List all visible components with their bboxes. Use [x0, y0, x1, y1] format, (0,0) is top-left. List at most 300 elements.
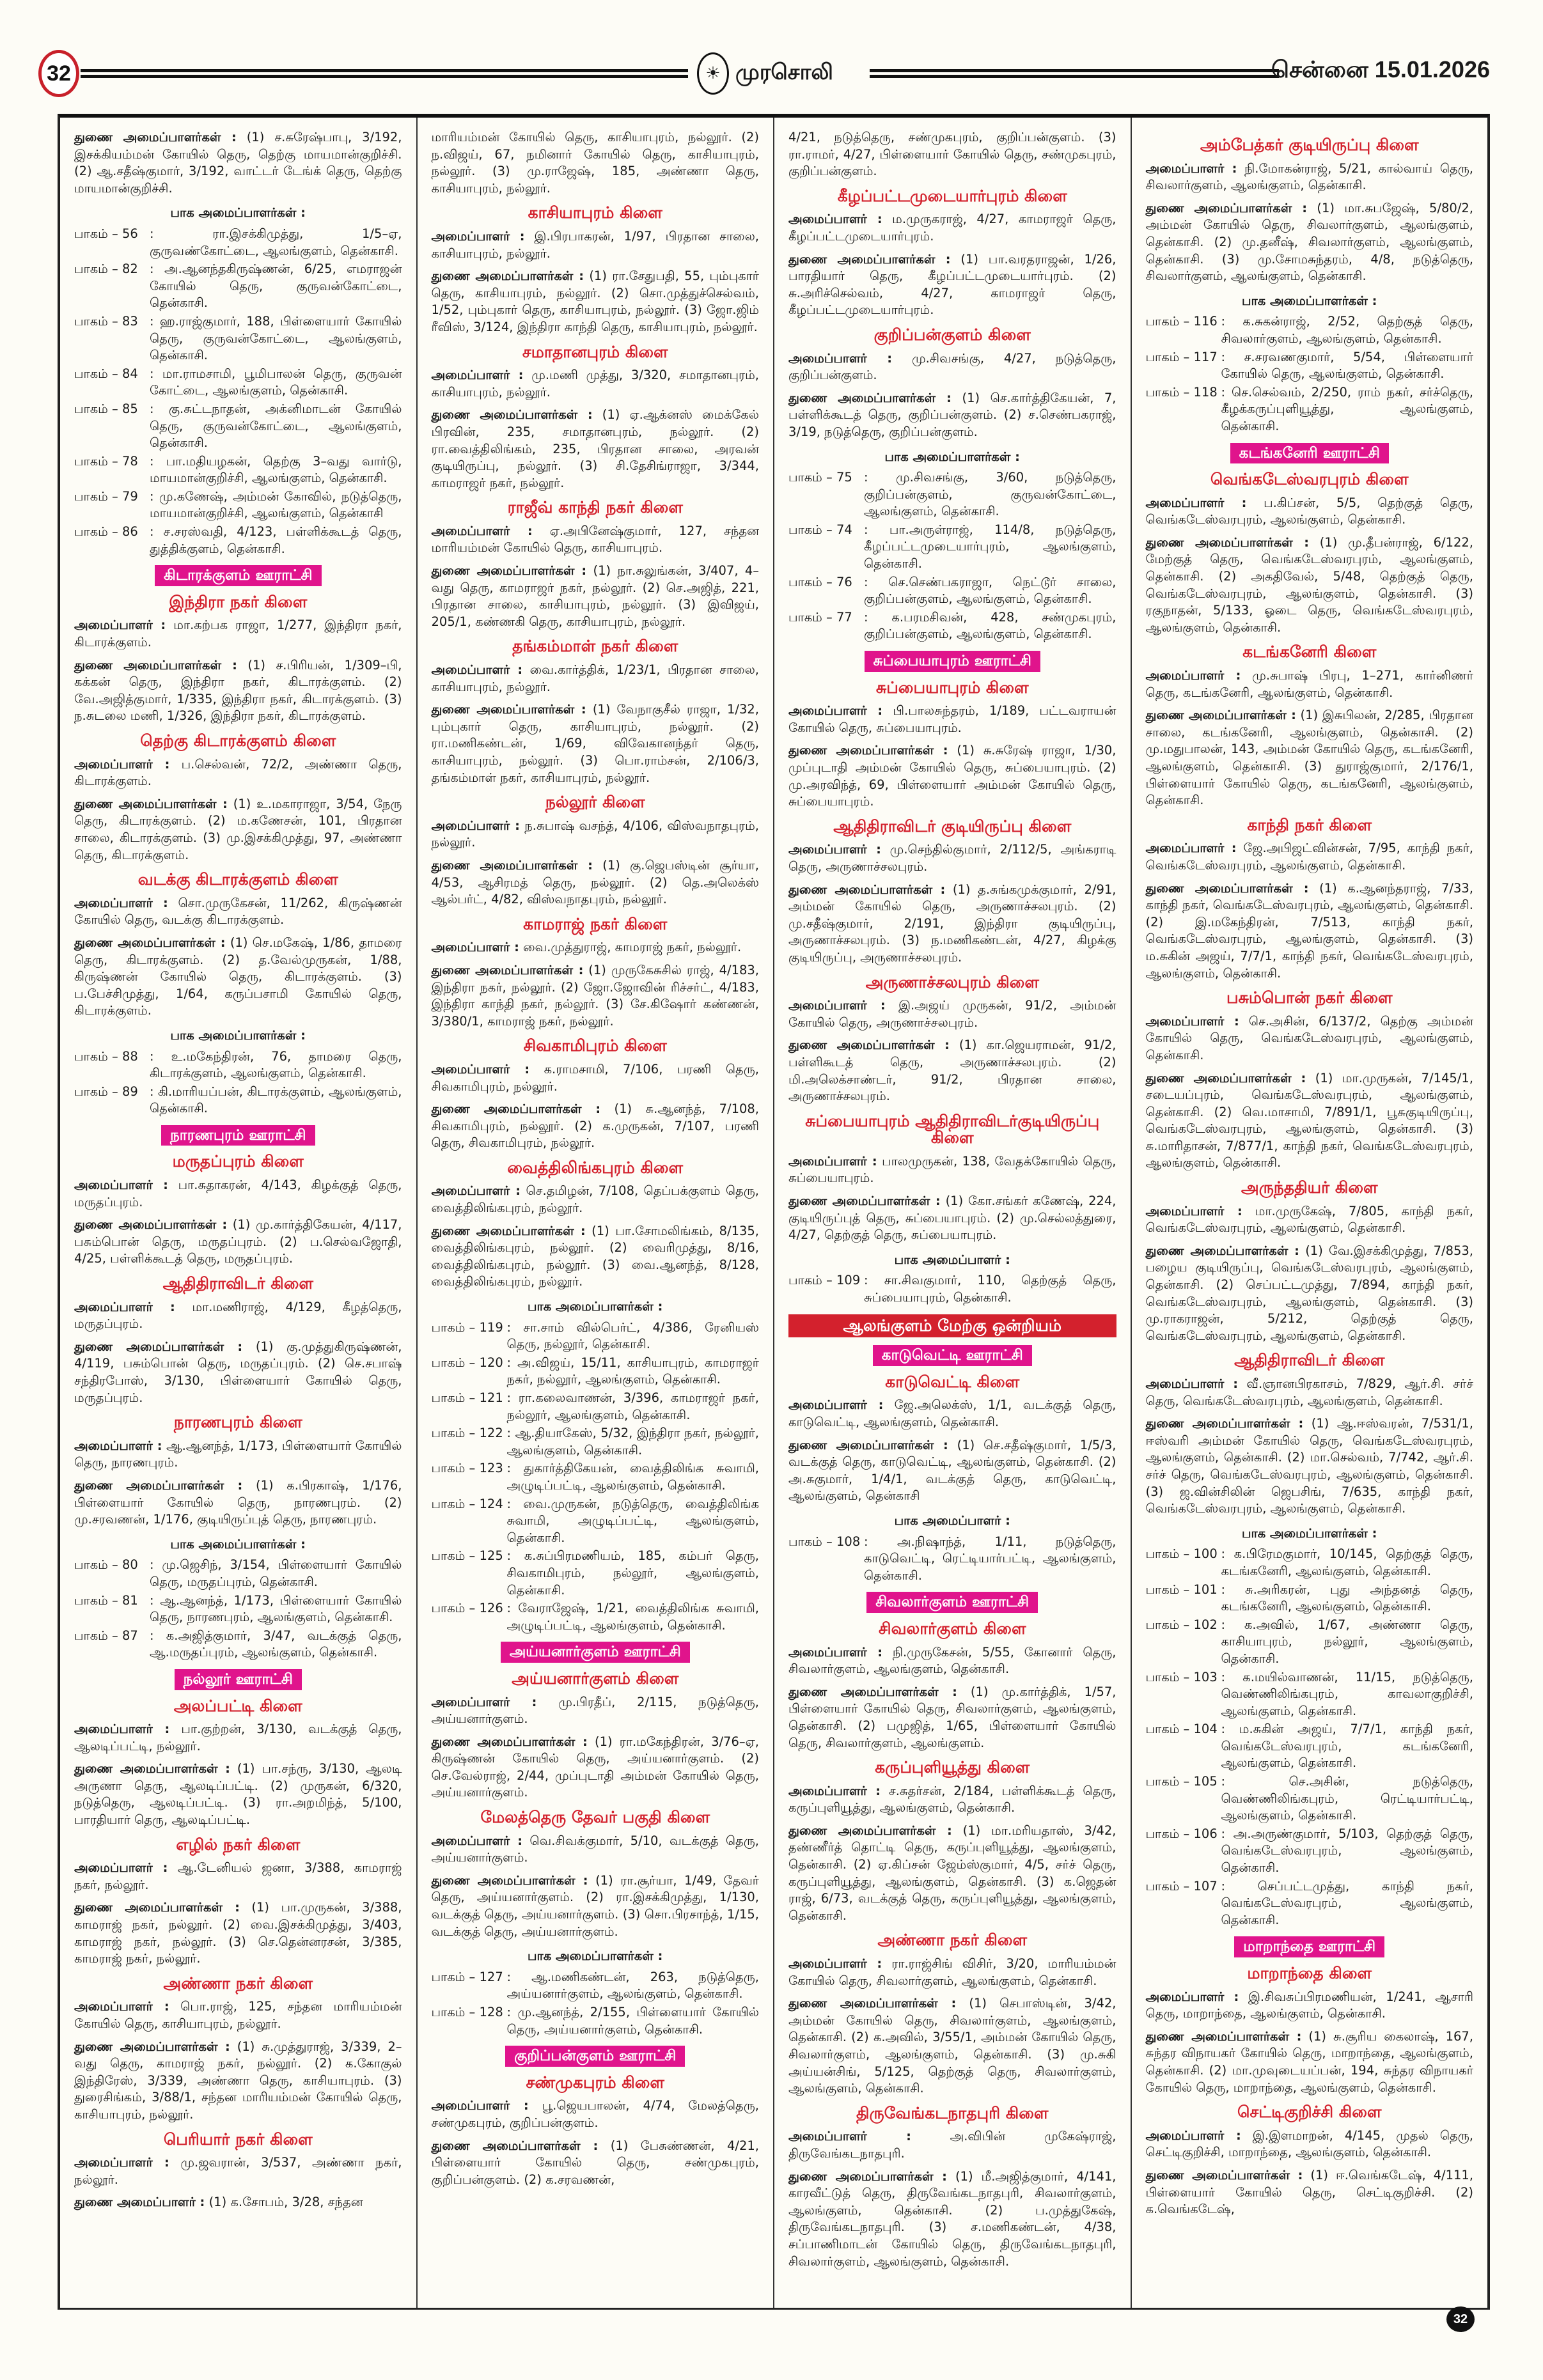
organizer-text: வை.முருகன், நடுத்தெரு, வைத்திலிங்க சுவாமி, அழுடிப்பட்டி, ஆலங்குளம், தென்காசி.	[506, 1496, 759, 1545]
part-prefix: பாகம் –	[788, 470, 837, 485]
panchayat-banner: காடுவெட்டி ஊராட்சி	[873, 1345, 1032, 1366]
separator: :	[150, 1084, 159, 1099]
part-number	[788, 1534, 864, 1585]
part-organizer-row	[74, 401, 402, 452]
role-label: அமைப்பாளர் :	[431, 1183, 521, 1199]
role-label: துணை அமைப்பாளர்கள் :	[431, 1101, 601, 1117]
organizer-text: (1) வேநாகுசீல் ராஜா, 1/32, பும்புகார் தெரு, காசியாபுரம், நல்லூர். (2) ரா.மணிகண்டன், 1/69, விவேகானந்தர் தெரு, காசியாபுரம், நல்லூர். (3) பொ.ராம்சன், 2/106/3, தங்கம்மாள் நகர், காசியாபுரம், நல்லூர்.	[431, 702, 759, 785]
organizer-paragraph	[788, 841, 1116, 875]
part-organizer-details	[150, 488, 402, 522]
role-label: துணை அமைப்பாளர்கள் :	[431, 1872, 588, 1888]
part-number	[1146, 349, 1221, 383]
organizer-text: செ.தமிழன், 7/108, தெப்பக்குளம் தெரு, வைத்திலிங்கபுரம், நல்லூர்.	[431, 1183, 759, 1216]
part-prefix: பாகம் –	[74, 1557, 123, 1573]
role-label: துணை அமைப்பாளர்கள் :	[431, 857, 593, 873]
part-organizer-details	[1221, 1669, 1474, 1720]
organizer-paragraph	[1146, 707, 1474, 809]
separator: :	[506, 1426, 515, 1441]
branch-heading: கடங்கனேரி கிளை	[1242, 642, 1377, 662]
part-prefix: பாகம் –	[74, 488, 123, 504]
part-organizer-row	[74, 366, 402, 400]
part-organizer-row	[788, 1534, 1116, 1585]
organizer-text: உ.மகேந்திரன், 76, தாமரை தெரு, கிடாரக்குளம், ஆலங்குளம், தென்காசி.	[150, 1048, 402, 1081]
part-number-value: 85	[122, 401, 138, 416]
organizer-paragraph	[74, 1177, 402, 1211]
part-prefix: பாகம் –	[788, 609, 837, 625]
part-number-value: 126	[479, 1601, 503, 1616]
part-number-value: 56	[122, 226, 138, 241]
separator: :	[864, 470, 896, 485]
part-organizer-details	[1221, 1878, 1474, 1929]
organizer-text: அ.நிஷாந்த், 1/11, நடுத்தெரு, காடுவெட்டி, ரெட்டியார்பட்டி, ஆலங்குளம், தென்காசி.	[864, 1534, 1116, 1583]
organizer-text: (1) சு.சூரிய கைலாஷ், 167, சுந்தர விநாயகர் கோயில் தெரு, மாறாந்தை, ஆலங்குளம், தென்காசி. (2) மா.முவுடையப்பன், 194, சுந்தர விநாயகர் கோயில் தெரு, மாறாந்தை, ஆலங்குளம், தென்காசி.	[1145, 2028, 1473, 2095]
branch-heading: எழில் நகர் கிளை	[176, 1835, 301, 1854]
part-number-value: 86	[122, 524, 138, 540]
organizer-text: (1) ஏ.ஆக்னஸ் மைக்கேல் பிரவின், 235, சமாதானபுரம், நல்லூர். (2) ரா.வைத்திலிங்கம், 235, பிரதான சாலை, அரவன் குடியிருப்பு, நல்லூர். (3) சி.தேசிங்ராஜா, 3/344, காமராஜர் நகர், நல்லூர்.	[431, 407, 759, 490]
organizer-text: ஆ.டேனியல் ஜனா, 3/388, காமராஜ் நகர், நல்லூர்.	[74, 1860, 402, 1892]
part-number	[788, 469, 864, 520]
part-organizer-row	[74, 1628, 402, 1661]
part-number-value: 101	[1193, 1582, 1218, 1597]
part-number	[1146, 1721, 1221, 1772]
organizer-text: (1) மா.முருகன், 7/145/1, சடையப்புரம், வெங்கடேஸ்வரபுரம், ஆலங்குளம், தென்காசி. (2) வெ.மாசாமி, 7/891/1, பூசுகுடியிருப்பு, வெங்கடேஸ்வரபுரம், ஆலங்குளம், தென்காசி. (3) சு.மாரிதாசன், 7/877/1, காந்தி நகர், வெங்கடேஸ்வரபுரம், ஆலங்குளம், தென்காசி.	[1145, 1070, 1474, 1171]
separator: :	[1221, 1826, 1234, 1841]
organizer-paragraph	[432, 818, 760, 852]
separator: :	[150, 488, 159, 504]
organizer-text: ஹ.ராஜ்குமார், 188, பிள்ளையார் கோயில் தெரு, குருவன்கோட்டை, ஆலங்குளம், தென்காசி.	[150, 313, 402, 363]
organizer-text: ந.சுபாஷ் வசந்த், 4/106, விஸ்வநாதபுரம், நல்லூர்.	[431, 818, 759, 850]
part-number	[788, 522, 864, 573]
role-label: அமைப்பாளர் :	[1145, 1989, 1239, 2004]
organizer-text: வெ.சிவக்குமார், 5/10, வடக்குத் தெரு, அய்யனார்குளம்.	[431, 1833, 759, 1865]
organizer-text: இ.அஜய் முருகன், 91/2, அம்மன் கோயில் தெரு, அருணாச்சலபுரம்.	[788, 998, 1116, 1030]
part-organizer-row	[1146, 1721, 1474, 1772]
organizer-paragraph	[788, 1995, 1116, 2097]
organizer-text: (1) நா.சுலுங்கன், 3/407, 4–வது தெரு, காமராஜர் நகர், நல்லூர். (2) செ.அஜித், 221, பிரதான சாலை, காசியாபுரம், நல்லூர். (3) இவிஜய், 205/1, கண்ணகி தெரு, காசியாபுரம், நல்லூர்.	[431, 563, 759, 629]
part-organizer-details	[1221, 1582, 1474, 1615]
organizer-paragraph	[788, 129, 1116, 180]
organizer-paragraph	[74, 129, 402, 197]
part-prefix: பாகம் –	[1145, 1878, 1194, 1894]
branch-heading: சிவலார்குளம் கிளை	[878, 1619, 1026, 1638]
masthead-rule-right	[870, 69, 1279, 78]
role-label: அமைப்பாளர் :	[431, 662, 523, 678]
branch-heading: இந்திரா நகர் கிளை	[169, 592, 308, 611]
part-prefix: பாகம் –	[431, 1461, 480, 1476]
separator: :	[150, 453, 166, 469]
organizer-paragraph	[74, 2194, 402, 2211]
part-prefix: பாகம் –	[788, 574, 837, 589]
part-organizer-details	[864, 469, 1116, 520]
organizer-paragraph	[1146, 667, 1474, 701]
organizer-paragraph	[1146, 534, 1474, 637]
organizer-paragraph	[74, 756, 402, 790]
panchayat-banner: நல்லூர் ஊராட்சி	[175, 1669, 302, 1690]
organizer-text: (1) உ.மகாராஜா, 3/54, நேரு தெரு, கிடாரக்குளம். (2) ம.கணேசன், 101, பிரதான சாலை, கிடாரக்குளம். (3) மு.இசக்கிமுத்து, 97, அண்ணா தெரு, கிடாரக்குளம்.	[74, 796, 402, 862]
role-label: அமைப்பாளர் :	[74, 1860, 168, 1876]
page-number-badge: 32	[38, 50, 79, 97]
organizer-paragraph	[74, 1438, 402, 1472]
organizer-paragraph	[74, 1299, 402, 1333]
separator: :	[506, 1601, 519, 1616]
part-number-value: 116	[1193, 314, 1218, 329]
organizer-paragraph	[432, 1101, 760, 1152]
organizer-paragraph	[74, 1477, 402, 1528]
organizer-text: ப.கிப்சன், 5/5, தெற்குத் தெரு, வெங்கடேஸ்வரபுரம், ஆலங்குளம், தென்காசி.	[1145, 495, 1473, 527]
part-number	[788, 574, 864, 608]
organizer-text: கி.மாரியப்பன், கிடாரக்குளம், ஆலங்குளம், தென்காசி.	[150, 1084, 402, 1116]
organizer-text: (1) பா.வரதராஜன், 1/26, பாரதியார் தெரு, கீழப்பட்டமுடையார்புரம். (2) சு.அரிச்செல்வம், 4/27, காமராஜர் தெரு, கீழப்பட்டமுடையார்புரம்.	[788, 251, 1116, 318]
part-organizer-row	[432, 1969, 760, 2003]
separator: :	[506, 1390, 519, 1405]
organizer-text: ப.செல்வன், 72/2, அண்ணா தெரு, கிடாரக்குளம்.	[74, 756, 402, 789]
organizer-text: ரா.கலைவாணன், 3/396, காமராஜர் நகர், நல்லூர், ஆலங்குளம், தென்காசி.	[506, 1390, 759, 1422]
organizer-paragraph	[1146, 2167, 1474, 2218]
organizer-paragraph	[74, 895, 402, 929]
part-prefix: பாகம் –	[431, 1355, 480, 1370]
organizer-paragraph	[788, 1823, 1116, 1925]
part-number-value: 117	[1193, 349, 1218, 364]
part-prefix: பாகம் –	[1145, 1669, 1194, 1684]
separator: :	[150, 1557, 162, 1573]
organizer-text: வை.கார்த்திக், 1/23/1, பிரதான சாலை, காசியாபுரம், நல்லூர்.	[431, 662, 759, 694]
part-organizer-row	[432, 1548, 760, 1599]
part-number	[1146, 1878, 1221, 1929]
branch-heading: மாறாந்தை கிளை	[1247, 1964, 1372, 1982]
part-number	[1146, 1617, 1221, 1668]
paper-name: முரசொலி	[735, 59, 833, 85]
part-organizer-row	[74, 453, 402, 487]
organizer-text: க.சுப்பிரமணியம், 185, கம்பர் தெரு, சிவகாமிபுரம், நல்லூர், ஆலங்குளம், தென்காசி.	[506, 1548, 759, 1598]
organizer-text: ஏ.அபினேஷ்குமார், 127, சந்தன மாரியம்மன் கோயில் தெரு, காசியாபுரம்.	[431, 523, 759, 556]
role-label: அமைப்பாளர் :	[431, 228, 525, 244]
role-label: அமைப்பாளர் :	[431, 2098, 529, 2113]
organizer-text: நி.முருகேசன், 5/55, கோனார் தெரு, சிவலார்குளம், ஆலங்குளம், தென்காசி.	[788, 1644, 1116, 1677]
organizer-text: மு.செந்தில்குமார், 2/112/5, அங்கராடி தெரு, அருணாச்சலபுரம்.	[788, 842, 1116, 874]
part-prefix: பாகம் –	[431, 1390, 480, 1405]
part-number-value: 83	[122, 313, 138, 329]
part-organizer-row	[788, 609, 1116, 643]
role-label: அமைப்பாளர் :	[788, 2129, 911, 2144]
part-number	[1146, 1582, 1221, 1615]
part-number-value: 82	[122, 261, 138, 277]
organizer-text: க.அஜித்குமார், 3/47, வடக்குத் தெரு, ஆ.மருதப்புரம், ஆலங்குளம், தென்காசி.	[150, 1628, 402, 1660]
section-subheading: பாக அமைப்பாளர்கள் :	[528, 1299, 663, 1314]
part-organizer-details	[507, 1600, 760, 1634]
part-organizer-row	[788, 522, 1116, 573]
role-label: துணை அமைப்பாளர்கள் :	[74, 1339, 243, 1354]
branch-heading: சிவகாமிபுரம் கிளை	[523, 1036, 667, 1055]
branch-heading: குறிப்பன்குளம் கிளை	[873, 325, 1031, 344]
organizer-text: ரா.ராஜ்சிங் விசிர், 3/20, மாரியம்மன் கோயில் தெரு, சிவலார்குளம், ஆலங்குளம், தென்காசி.	[788, 1956, 1116, 1988]
role-label: அமைப்பாளர் :	[431, 1833, 523, 1848]
organizer-text: (1) கா.ஜெயராமன், 91/2, பள்ளிகூடத் தெரு, அருணாச்சலபுரம். (2) மி.அலெக்சாண்டர், 91/2, பிரதான சாலை, அருணாச்சலபுரம்.	[788, 1038, 1116, 1104]
organizer-text: ச.சரஸ்வதி, 4/123, பள்ளிக்கூடத் தெரு, துத்திக்குளம், தென்காசி.	[150, 524, 402, 556]
separator: :	[150, 1048, 171, 1064]
part-prefix: பாகம் –	[1145, 1774, 1194, 1789]
branch-heading: ஆதிதிராவிடர் கிளை	[1234, 1351, 1385, 1370]
role-label: அமைப்பாளர் :	[788, 1956, 882, 1972]
branch-heading: மேலத்தெரு தேவர் பகுதி கிளை	[480, 1808, 710, 1827]
role-label: துணை அமைப்பாளர்கள் :	[74, 935, 226, 950]
organizer-text: மு.ஆனந்த், 2/155, பிள்ளையார் கோயில் தெரு, அய்யனார்குளம், தென்காசி.	[506, 2005, 759, 2037]
organizer-paragraph	[788, 997, 1116, 1031]
branch-heading: காசியாபுரம் கிளை	[528, 203, 662, 222]
organizer-text: (1) ஆ.ஈஸ்வரன், 7/531/1, ஈஸ்வரி அம்மன் கோயில் தெரு, வெங்கடேஸ்வரபுரம், ஆலங்குளம், தென்காசி. (2) மா.செல்வம், 7/742, ஆர்.சி. சர்ச் தெரு, வெங்கடேஸ்வரபுரம், ஆலங்குளம், தென்காசி. (3) ஜ.வின்சிலின் ஜெபசிங், 7/635, காந்தி நகர், வெங்கடேஸ்வரபுரம், ஆலங்குளம், தென்காசி.	[1145, 1416, 1473, 1516]
part-organizer-details	[507, 1460, 760, 1494]
part-prefix: பாகம் –	[74, 261, 123, 277]
organizer-text: செ.அசின், நடுத்தெரு, வெண்ணிலிங்கபுரம், ரெட்டியார்பட்டி, ஆலங்குளம், தென்காசி.	[1221, 1774, 1473, 1823]
organizer-paragraph	[788, 1193, 1116, 1244]
separator: :	[150, 313, 160, 329]
separator: :	[864, 1534, 897, 1549]
role-label: அமைப்பாளர் :	[431, 523, 533, 538]
part-organizer-details	[1221, 349, 1474, 383]
organizer-text: இ.பிரபாகரன், 1/97, பிரதான சாலை, காசியாபுரம், நல்லூர்.	[431, 228, 759, 261]
organizer-text: க.சுகன்ராஜ், 2/52, தெற்குத் தெரு, சிவலார்குளம், ஆலங்குளம், தென்காசி.	[1221, 314, 1473, 346]
organizer-text: மு.சிவசங்கு, 3/60, நடுத்தெரு, குறிப்பன்குளம், குருவன்கோட்டை, ஆலங்குளம், தென்காசி.	[864, 470, 1116, 519]
organizer-text: பா.அருள்ராஜ், 114/8, நடுத்தெரு, கீழப்பட்டமுடையார்புரம், ஆலங்குளம், தென்காசி.	[864, 522, 1116, 572]
section-subheading: பாக அமைப்பாளர்கள் :	[528, 1948, 663, 1964]
role-label: அமைப்பாளர் :	[74, 618, 166, 633]
organizer-text: (1) ரா.மகேந்திரன், 3/76–ஏ, கிருஷ்ணன் கோயில் தெரு, அய்யனார்குளம். (2) செ.வேல்ராஜ், 2/44, முப்புடாதி அம்மன் கோயில் தெரு, அய்யனார்குளம்.	[431, 1734, 759, 1800]
part-number	[432, 1319, 507, 1353]
part-organizer-row	[74, 1048, 402, 1082]
role-label: அமைப்பாளர் :	[74, 756, 170, 772]
part-prefix: பாகம் –	[74, 401, 123, 416]
organizer-text: (1) செபாஸ்டின், 3/42, அம்மன் கோயில் தெரு, சிவலார்குளம், ஆலங்குளம், தென்காசி. (2) க.அவில், 3/55/1, அம்மன் கோயில் தெரு, சிவலார்குளம், ஆலங்குளம், தென்காசி. (3) மு.சுகி அய்யன்சிங், 5/125, தெற்குத் தெரு, சிவலார்குளம், ஆலங்குளம், தென்காசி.	[788, 1996, 1116, 2096]
part-number	[788, 1272, 864, 1306]
organizer-text: மாரியம்மன் கோயில் தெரு, காசியாபுரம், நல்லூர். (2) ந.விஜய், 67, நமினார் கோயில் தெரு, காசியாபுரம், நல்லூர். (3) மு.ராஜேஷ், 185, அண்ணா தெரு, காசியாபுரம், நல்லூர்.	[431, 130, 759, 196]
organizer-paragraph	[432, 662, 760, 696]
role-label: துணை அமைப்பாளர்கள் :	[1145, 880, 1309, 896]
organizer-paragraph	[432, 939, 760, 956]
part-number-value: 109	[836, 1273, 861, 1288]
role-label: துணை அமைப்பாளர்கள் :	[431, 1734, 588, 1749]
separator: :	[506, 1461, 524, 1476]
part-number	[74, 401, 150, 452]
role-label: துணை அமைப்பாளர்கள் :	[74, 657, 237, 673]
organizer-text: மா.முருகேஷ், 7/805, காந்தி நகர், வெங்கடேஸ்வரபுரம், ஆலங்குளம், தென்காசி.	[1145, 1203, 1473, 1236]
organizer-paragraph	[432, 367, 760, 401]
organizer-text: நி.மோகன்ராஜ், 5/21, கால்வாய் தெரு, சிவலார்குளம், ஆலங்குளம், தென்காசி.	[1145, 160, 1474, 193]
branch-heading: பசும்பொன் நகர் கிளை	[1226, 988, 1393, 1007]
part-organizer-row	[74, 313, 402, 364]
part-organizer-row	[1146, 349, 1474, 383]
separator: :	[150, 524, 164, 540]
organizer-text: (1) மா.மரியதாஸ், 3/42, தண்ணீர்த் தொட்டி தெரு, கருப்புளியூத்து, ஆலங்குளம், தென்காசி. (2) ஏ.கிப்சன் ஜேம்ஸ்குமார், 4/5, சர்ச் தெரு, கருப்புளியூத்து, ஆலங்குளம், தென்காசி. (3) க.ஜெதன் ராஜ், 6/73, வடக்குத் தெரு, கருப்புளியூத்து, ஆலங்குளம், தென்காசி.	[788, 1823, 1116, 1923]
role-label: துணை அமைப்பாளர்கள் :	[74, 1761, 230, 1777]
part-number	[432, 1390, 507, 1424]
part-number-value: 80	[122, 1557, 138, 1573]
organizer-paragraph	[432, 407, 760, 492]
part-organizer-details	[507, 1969, 760, 2003]
part-prefix: பாகம் –	[74, 453, 123, 469]
part-organizer-row	[432, 1355, 760, 1388]
part-number	[74, 1557, 150, 1591]
organizer-paragraph	[432, 701, 760, 786]
panchayat-banner: நாரணபுரம் ஊராட்சி	[161, 1125, 315, 1146]
branch-heading: காமராஜ் நகர் கிளை	[523, 914, 668, 933]
separator: :	[506, 1319, 524, 1335]
column-3	[774, 118, 1132, 2308]
role-label: அமைப்பாளர் :	[1145, 495, 1247, 510]
role-label: அமைப்பாளர் :	[1145, 1013, 1239, 1029]
separator: :	[1221, 1546, 1234, 1562]
role-label: அமைப்பாளர் :	[788, 1153, 877, 1169]
role-label: துணை அமைப்பாளர்கள் :	[1145, 1070, 1306, 1085]
part-prefix: பாகம் –	[1145, 1546, 1194, 1562]
part-prefix: பாகம் –	[431, 1496, 480, 1511]
role-label: அமைப்பாளர் :	[74, 1999, 169, 2014]
organizer-text: மு.மணி முத்து, 3/320, சமாதானபுரம், காசியாபுரம், நல்லூர்.	[431, 368, 759, 400]
part-organizer-details	[864, 609, 1116, 643]
organizer-text: செப்பட்டமுத்து, காந்தி நகர், வெங்கடேஸ்வரபுரம், ஆலங்குளம், தென்காசி.	[1221, 1878, 1473, 1927]
part-number-value: 78	[122, 453, 138, 469]
separator: :	[1221, 1617, 1244, 1632]
part-organizer-details	[150, 1628, 402, 1661]
part-number	[74, 1084, 150, 1117]
organizer-text: ஆ.ஆனந்த், 1/173, பிள்ளையார் கோயில் தெரு, நாரணபுரம்.	[74, 1438, 402, 1470]
organizer-paragraph	[788, 1037, 1116, 1105]
part-organizer-row	[1146, 1617, 1474, 1668]
organizer-paragraph	[1146, 840, 1474, 874]
branch-heading: அண்ணா நகர் கிளை	[163, 1973, 313, 1993]
branch-heading: அருணாச்சலபுரம் கிளை	[865, 972, 1039, 992]
organizer-paragraph	[788, 1644, 1116, 1678]
branch-heading: வெங்கடேஸ்வரபுரம் கிளை	[1210, 470, 1409, 489]
organizer-paragraph	[1146, 160, 1474, 194]
part-number	[432, 2004, 507, 2038]
branch-heading: ஆதிதிராவிடர் கிளை	[162, 1274, 313, 1293]
organizer-text: (1) ரா.சூர்யா, 1/49, தேவர் தெரு, அய்யனார்குளம். (2) ரா.இசக்கிமுத்து, 1/130, வடக்குத் தெரு, அய்யனார்குளம். (3) சொ.பிரசாந்த், 1/15, வடக்குத் தெரு, அய்யனார்குளம்.	[431, 1872, 759, 1939]
part-number-value: 79	[122, 488, 138, 504]
organizer-text: அ.விபின் முகேஷ்ராஜ், திருவேங்கடநாதபுரி.	[788, 2129, 1116, 2161]
organizer-text: (1) பேசுண்ணன், 4/21, பிள்ளையார் கோயில் தெரு, சண்முகபுரம், குறிப்பன்குளம். (2) க.சரவணன்,	[431, 2138, 759, 2187]
role-label: அமைப்பாளர் :	[1145, 1203, 1242, 1218]
role-label: துணை அமைப்பாளர்கள் :	[431, 268, 584, 284]
part-number-value: 108	[836, 1534, 861, 1549]
city-date: சென்னை 15.01.2026	[1271, 56, 1490, 82]
organizer-text: பூ.ஜெயபாலன், 4/74, மேலத்தெரு, சண்முகபுரம், குறிப்பன்குளம்.	[431, 2098, 759, 2130]
separator: :	[864, 522, 889, 537]
part-prefix: பாகம் –	[74, 313, 123, 329]
part-organizer-details	[1221, 1546, 1474, 1580]
part-organizer-row	[1146, 1773, 1474, 1824]
role-label: அமைப்பாளர் :	[431, 1694, 537, 1709]
panchayat-banner: கிடாரக்குளம் ஊராட்சி	[155, 565, 322, 586]
organizer-text: அ.ஆனந்தகிருஷ்ணன், 6/25, எமராஜன் கோயில் தெரு, குருவன்கோட்டை, தென்காசி.	[150, 261, 402, 311]
organizer-paragraph	[1146, 1415, 1474, 1518]
part-number	[1146, 1669, 1221, 1720]
organizer-text: ச.சுதர்சன், 2/184, பள்ளிக்கூடத் தெரு, கருப்புளியூத்து, ஆலங்குளம், தென்காசி.	[788, 1783, 1116, 1816]
part-number	[74, 261, 150, 312]
organizer-text: மு.ஜவரான், 3/537, அண்ணா நகர், நல்லூர்.	[74, 2155, 402, 2187]
part-organizer-row	[788, 574, 1116, 608]
organizer-text: மு.பிரதீப், 2/115, நடுத்தெரு, அய்யனார்குளம்.	[431, 1694, 759, 1727]
organizer-text: மு.ஜெசிந், 3/154, பிள்ளையார் கோயில் தெரு, மருதப்புரம், தென்காசி.	[150, 1557, 402, 1589]
role-label: அமைப்பாளர் :	[431, 1061, 530, 1077]
part-prefix: பாகம் –	[74, 366, 123, 381]
organizer-paragraph	[432, 129, 760, 197]
panchayat-banner: அய்யனார்குளம் ஊராட்சி	[501, 1642, 690, 1663]
organizer-text: ஆ.ஆனந்த், 1/173, பிள்ளையார் கோயில் தெரு, நாரணபுரம், ஆலங்குளம், தென்காசி.	[150, 1592, 402, 1625]
part-number-value: 104	[1193, 1722, 1218, 1737]
separator: :	[864, 574, 889, 589]
organizer-paragraph	[432, 1223, 760, 1291]
organizer-text: (1) செ.சதீஷ்குமார், 1/5/3, வடக்குத் தெரு, காடுவெட்டி, ஆலங்குளம், தென்காசி. (2) அ.சுகுமார், 1/4/1, வடக்குத் தெரு, காடுவெட்டி, ஆலங்குளம், தென்காசி	[788, 1437, 1116, 1504]
role-label: அமைப்பாளர் :	[788, 842, 881, 857]
branch-heading: செட்டிகுறிச்சி கிளை	[1237, 2103, 1382, 2122]
separator: :	[150, 1592, 161, 1608]
organizer-paragraph	[788, 1437, 1116, 1505]
part-organizer-details	[150, 1084, 402, 1117]
part-prefix: பாகம் –	[74, 1048, 123, 1064]
organizer-text: செ.செல்வம், 2/250, ராம் நகர், சர்ச்தெரு, கீழக்கருப்புளியூத்து, ஆலங்குளம், தென்காசி.	[1221, 384, 1473, 433]
part-organizer-details	[1221, 313, 1474, 347]
part-organizer-row	[74, 1084, 402, 1117]
part-number-value: 81	[122, 1592, 138, 1608]
organizer-text: சு.அரிகரன், புது அந்தனத் தெரு, கடங்கனேரி, ஆலங்குளம், தென்காசி.	[1221, 1582, 1473, 1614]
part-number	[74, 524, 150, 557]
part-organizer-details	[507, 1548, 760, 1599]
role-label: துணை அமைப்பாளர் :	[74, 2195, 205, 2210]
part-organizer-details	[1221, 384, 1474, 435]
organizer-text: (1) செ.கார்த்திகேயன், 7, பள்ளிக்கூடத் தெரு, குறிப்பன்குளம். (2) ச.செண்பகராஜ், 3/19, நடுத்தெரு, குறிப்பன்குளம்.	[788, 390, 1116, 439]
part-prefix: பாகம் –	[74, 1084, 123, 1099]
part-number-value: 128	[479, 2005, 503, 2019]
part-number-value: 75	[836, 470, 852, 485]
organizer-paragraph	[432, 1833, 760, 1867]
part-number-value: 106	[1193, 1826, 1218, 1841]
organizer-paragraph	[1146, 1989, 1474, 2023]
branch-heading: காந்தி நகர் கிளை	[1247, 815, 1372, 834]
part-organizer-details	[150, 524, 402, 557]
organizer-text: பொ.ராஜ், 125, சந்தன மாரியம்மன் கோயில் தெரு, காசியாபுரம், நல்லூர்.	[74, 1999, 402, 2031]
part-prefix: பாகம் –	[788, 522, 837, 537]
branch-heading: அலப்பட்டி கிளை	[173, 1696, 302, 1715]
branch-heading: அருந்ததியர் கிளை	[1241, 1178, 1378, 1197]
role-label: துணை அமைப்பாளர்கள் :	[1145, 534, 1310, 550]
separator: :	[506, 1969, 532, 1984]
role-label: துணை அமைப்பாளர்கள் :	[788, 251, 951, 267]
panchayat-banner: குறிப்பன்குளம் ஊராட்சி	[505, 2046, 685, 2067]
branch-heading: சுப்பையாபுரம் கிளை	[875, 678, 1029, 697]
part-organizer-row	[74, 488, 402, 522]
organizer-paragraph	[788, 1397, 1116, 1431]
organizer-paragraph	[74, 1339, 402, 1406]
organizer-paragraph	[432, 857, 760, 908]
organizer-text: 4/21, நடுத்தெரு, சண்முகபுரம், குறிப்பன்குளம். (3) ரா.ராமர், 4/27, பிள்ளையார் கோயில் தெரு, சண்முகபுரம், குறிப்பன்குளம்.	[788, 130, 1116, 179]
organizer-text: மு.கணேஷ், அம்மன் கோவில், நடுத்தெரு, மாயமான்குறிச்சி, ஆலங்குளம், தென்காசி	[150, 488, 402, 521]
role-label: அமைப்பாளர் :	[788, 1783, 881, 1798]
organizer-text: ஜே.அபிஜட்வின்சன், 7/95, காந்தி நகர், வெங்கடேஸ்வரபுரம், ஆலங்குளம், தென்காசி.	[1145, 841, 1473, 873]
organizer-paragraph	[788, 390, 1116, 441]
organizer-text: (1) ச.பிரியன், 1/309–பி, கக்கன் தெரு, இந்திரா நகர், கிடாரக்குளம். (2) வே.அஜித்குமார், 1/335, இந்திரா நகர், கிடாரக்குளம். (3) ந.சுடலை மணி, 1/326, இந்திரா நகர், கிடாரக்குளம்.	[74, 657, 402, 724]
role-label: துணை அமைப்பாளர்கள் :	[431, 2138, 599, 2153]
part-prefix: பாகம் –	[74, 524, 123, 540]
part-number	[74, 1048, 150, 1082]
organizer-paragraph	[1146, 1013, 1474, 1064]
part-organizer-details	[864, 574, 1116, 608]
role-label: துணை அமைப்பாளர்கள் :	[74, 1900, 240, 1915]
organizer-text: (1) கு.ஜெபஸ்டின் சூர்யா, 4/53, ஆசிரமத் தெரு, நல்லூர். (2) தெ.அலெக்ஸ் ஆல்பர்ட், 4/82, விஸ்வநாதபுரம், நல்லூர்.	[431, 857, 760, 907]
organizer-paragraph	[432, 2097, 760, 2131]
part-organizer-row	[1146, 1546, 1474, 1580]
organizer-paragraph	[1146, 880, 1474, 983]
role-label: அமைப்பாளர் :	[788, 998, 886, 1013]
role-label: துணை அமைப்பாளர்கள் :	[74, 130, 237, 144]
